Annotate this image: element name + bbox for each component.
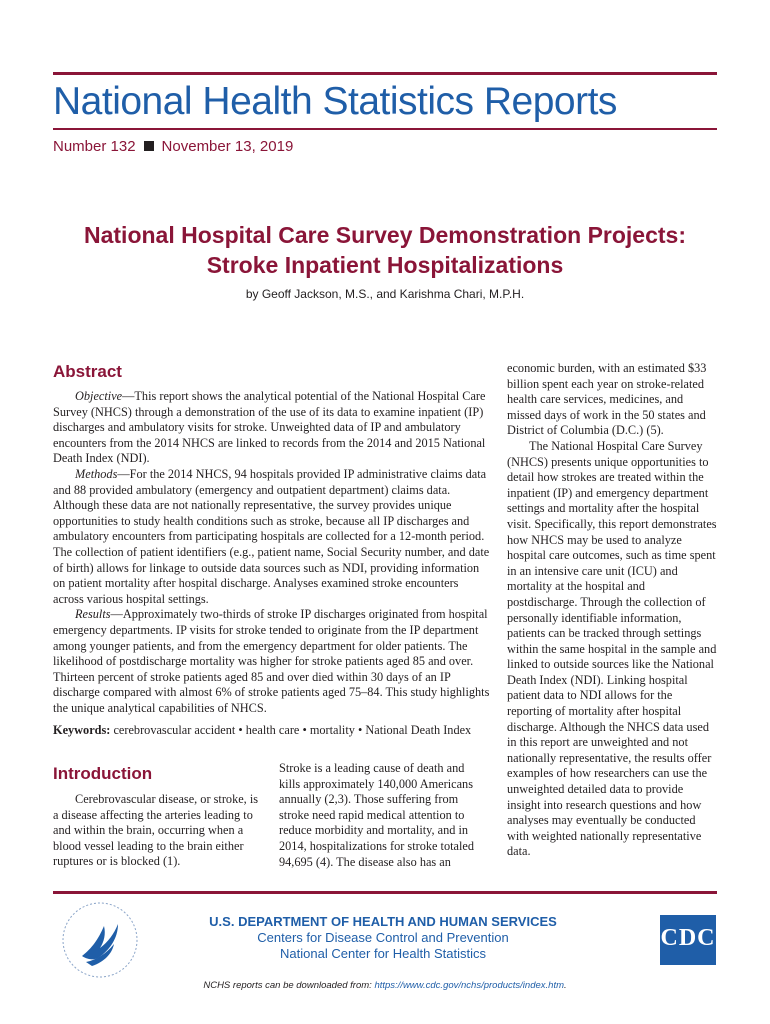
footer-agency: [205, 914, 561, 962]
download-link[interactable]: https://www.cdc.gov/nchs/products/index.htm: [374, 980, 564, 991]
cdc-logo: [660, 915, 716, 965]
objective-label: Objective: [75, 389, 123, 403]
download-note: [53, 980, 717, 991]
intro-para-1: Cerebrovascular disease, or stroke, is a disease affecting the arteries leading to and within the brain, occurring when a blood vessel leading to the brain either ruptures or is blocked (1).: [53, 792, 259, 869]
intro-column-middle: [279, 761, 479, 870]
keywords-text: cerebrovascular accident • health care • mortality • National Death Index: [110, 723, 472, 737]
masthead-title: National Health Statistics Reports: [53, 80, 617, 123]
masthead-rule: [53, 128, 717, 130]
cdc-logo-text: CDC: [660, 925, 716, 951]
right-column: [507, 361, 717, 860]
byline: by Geoff Jackson, M.S., and Karishma Chari, M.P.H.: [245, 287, 525, 301]
results-text: —Approximately two-thirds of stroke IP discharges originated from hospital emergency departments. IP visits for stroke tended to originate from the IP department among younger patients, and from the emergency department for older patients. The likelihood of postdischarge mortality was higher for stroke patients aged 85 and over. Thirteen percent of stroke patients aged 85 and over died within 30 days of an IP discharge compared with almost 6% of stroke patients aged 75–84. This study highlights the unique analytical capabilities of NHCS.: [53, 607, 490, 715]
abstract-objective: [53, 389, 490, 467]
issue-number: Number 132: [53, 138, 136, 155]
report-title: [53, 220, 717, 280]
nchs-name: National Center for Health Statistics: [280, 946, 486, 961]
download-text: NCHS reports can be downloaded from:: [203, 980, 375, 991]
hhs-department: U.S. DEPARTMENT OF HEALTH AND HUMAN SERVICES: [209, 914, 557, 929]
intro-para-3: economic burden, with an estimated $33 billion spent each year on stroke-related health care services, medicines, and missed days of work in the 50 states and District of Columbia (D.C.) (5).: [507, 361, 707, 438]
download-end: .: [564, 980, 567, 991]
intro-column-left: [53, 792, 261, 870]
report-title-line2: Stroke Inpatient Hospitalizations: [206, 252, 564, 278]
abstract-results: [53, 607, 490, 716]
intro-para-4: The National Hospital Care Survey (NHCS) presents unique opportunities to detail how strokes are treated within the inpatient (IP) and emergency department settings and mortality after the hospital visit. Specifically, this report demonstrates how NHCS may be used to analyze hospital care outcomes, such as time spent in an intensive care unit (ICU) and mortality at the hospital and postdischarge. Through the collection of personally identifiable information, patients can be tracked through settings within the same hospital in the sample and linked to outside sources like the National Death Index (NDI). Linking hospital patient data to NDI allows for the reporting of mortality after hospital discharge. Although the NHCS data used in this report are unweighted and not nationally representative, the results offer examples of how researchers can use the unweighted detailed data to provide insight into research questions and how analyses may eventually be conducted with weighted nationally representative data.: [507, 438, 717, 859]
methods-label: Methods: [75, 466, 118, 481]
abstract-methods: [53, 467, 490, 607]
keywords-label: Keywords:: [53, 723, 111, 737]
introduction-heading: Introduction: [53, 764, 153, 783]
methods-text: —For the 2014 NHCS, 94 hospitals provided IP administrative claims data and 88 provided ambulatory (emergency and outpatient department) claims data. Although these data are not nationally representative, the survey provides unique opportunities to study health conditions such as stroke, because all IP discharges and ambulatory encounters from participating hospitals are collected for a 12-month period. The collection of patient identifiers (e.g., patient name, Social Security number, and date of birth) allows for linkage to outside data sources such as NDI, providing information on patient mortality after hospital discharge. Analyses examined stroke encounters across various hospital settings.: [53, 466, 490, 606]
abstract-heading: Abstract: [53, 362, 122, 381]
top-rule: [53, 72, 717, 75]
hhs-seal-logo: [60, 900, 140, 980]
footer-rule: [53, 891, 717, 894]
issue-line: [53, 138, 293, 155]
issue-date: November 13, 2019: [161, 138, 294, 155]
keywords: [53, 723, 490, 738]
report-title-line1: National Hospital Care Survey Demonstration Projects:: [84, 222, 686, 248]
square-bullet-icon: [144, 141, 154, 151]
abstract-body: [53, 389, 490, 716]
results-label: Results: [75, 607, 111, 622]
objective-text: —This report shows the analytical potential of the National Hospital Care Survey (NHCS) through a demonstration of the use of its data to examine inpatient (IP) discharges and ambulatory visits for stroke. Unweighted data of IP and ambulatory encounters from the 2014 NHCS are linked to records from the 2014 and 2015 National Death Index (NDI).: [53, 389, 486, 466]
intro-para-2: Stroke is a leading cause of death and kills approximately 140,000 Americans annually (2,3). Those suffering from stroke need rapid medical attention to reduce morbidity and mortality, and in 2014, hospitalizations for stroke totaled 94,695 (4). The disease also has an: [279, 761, 475, 869]
cdc-name: Centers for Disease Control and Prevention: [257, 930, 509, 945]
